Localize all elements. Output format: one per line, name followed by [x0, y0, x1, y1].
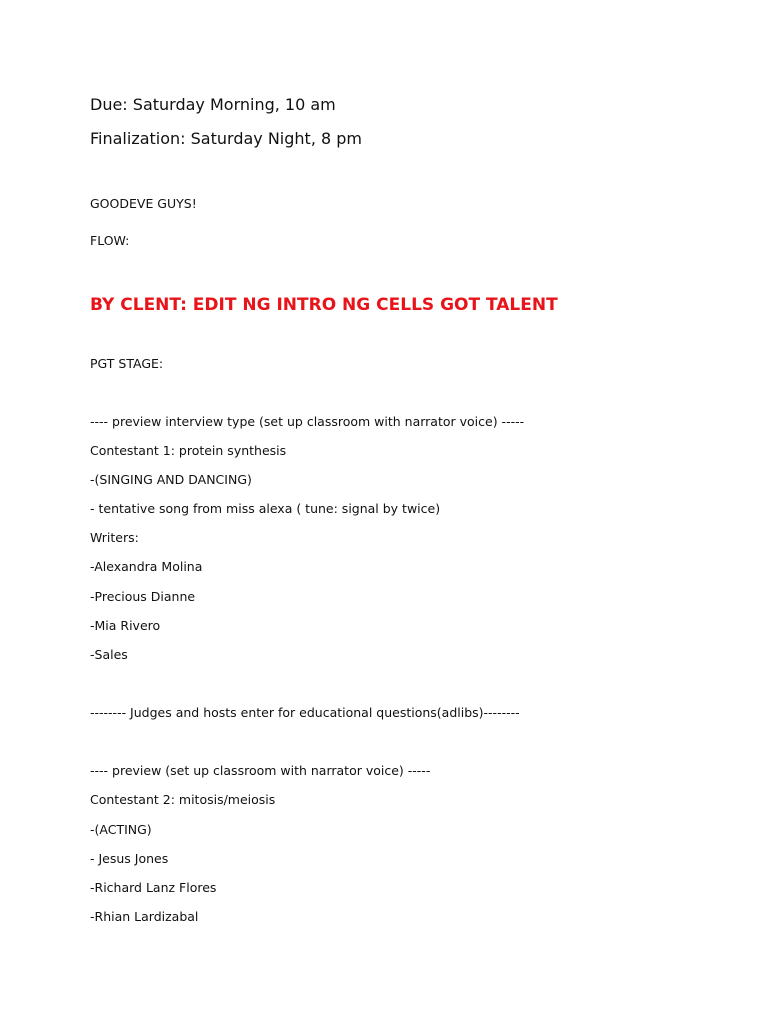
- writer-item: -Alexandra Molina: [90, 559, 203, 574]
- due-date: Due: Saturday Morning, 10 am: [90, 95, 336, 114]
- section-heading: BY CLENT: EDIT NG INTRO NG CELLS GOT TALENT: [90, 295, 558, 315]
- finalization-date: Finalization: Saturday Night, 8 pm: [90, 129, 362, 148]
- contestant-1-note: - tentative song from miss alexa ( tune: signal by twice): [90, 501, 441, 516]
- writers-label: Writers:: [90, 530, 139, 545]
- member-item: -Rhian Lardizabal: [90, 909, 199, 924]
- section2-preview: ---- preview (set up classroom with narrator voice) -----: [90, 763, 431, 778]
- flow-label: FLOW:: [90, 233, 130, 248]
- contestant-2: Contestant 2: mitosis/meiosis: [90, 792, 276, 807]
- stage-label: PGT STAGE:: [90, 356, 164, 371]
- contestant-1: Contestant 1: protein synthesis: [90, 443, 287, 458]
- member-item: - Jesus Jones: [90, 851, 169, 866]
- interlude-note: -------- Judges and hosts enter for educational questions(adlibs)--------: [90, 705, 520, 720]
- writer-item: -Mia Rivero: [90, 618, 161, 633]
- member-item: -Richard Lanz Flores: [90, 880, 217, 895]
- writer-item: -Precious Dianne: [90, 589, 196, 604]
- greeting: GOODEVE GUYS!: [90, 196, 197, 211]
- writer-item: -Sales: [90, 647, 128, 662]
- contestant-1-category: -(SINGING AND DANCING): [90, 472, 252, 487]
- contestant-2-category: -(ACTING): [90, 822, 152, 837]
- section1-preview: ---- preview interview type (set up classroom with narrator voice) -----: [90, 414, 525, 429]
